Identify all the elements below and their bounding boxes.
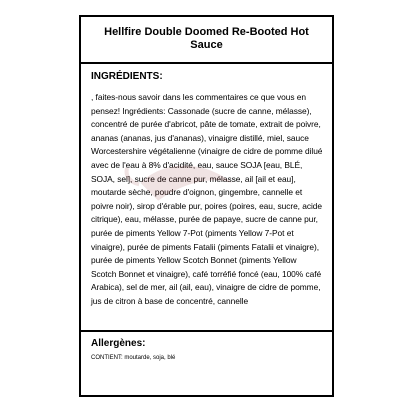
product-title: Hellfire Double Doomed Re-Booted Hot Sauce — [104, 26, 309, 51]
bottom-divider — [81, 330, 332, 332]
nutrition-label-card — [79, 15, 334, 397]
allergens-text: CONTIENT: moutarde, soja, blé — [91, 355, 176, 361]
top-divider — [81, 62, 332, 64]
ingredients-heading: INGRÉDIENTS: — [91, 71, 163, 82]
allergens-heading: Allergènes: — [91, 338, 146, 349]
ingredients-text: , faites-nous savoir dans les commentaires ce que vous en pensez! Ingrédients: Cassonade (sucre de canne, mélasse), concentré de purée d'abricot, pâte de tomate, extrait de poivre, ananas (ananas, jus d'ananas), vinaigre distillé, miel, sauce Worcestershire végétalienne (vinaigre de cidre de pomme dilué avec de l'eau à 8% d'acidité, eau, sauce SOJA [eau, BLÉ, SOJA, sel], sucre de canne pur, mélasse, ail [ail et eau], moutarde sèche, poudre d'oignon, gingembre, cannelle et poivre noir), sirop d'érable pur, poires (poires, eau, sucre, acide citrique), eau, mélasse, purée de papaye, sucre de canne pur, purée de piments Yellow 7-Pot (piments Yellow 7-Pot et vinaigre), purée de piments Fatalii (piments Fatalii et vinaigre), purée de piments Yellow Scotch Bonnet (piments Yellow Scotch Bonnet et vinaigre), café torréfié foncé (eau, 100% café Arabica), sel de mer, ail (ail, eau), vinaigre de cidre de pomme, jus de citron à base de concentré, cannelle — [91, 92, 323, 306]
